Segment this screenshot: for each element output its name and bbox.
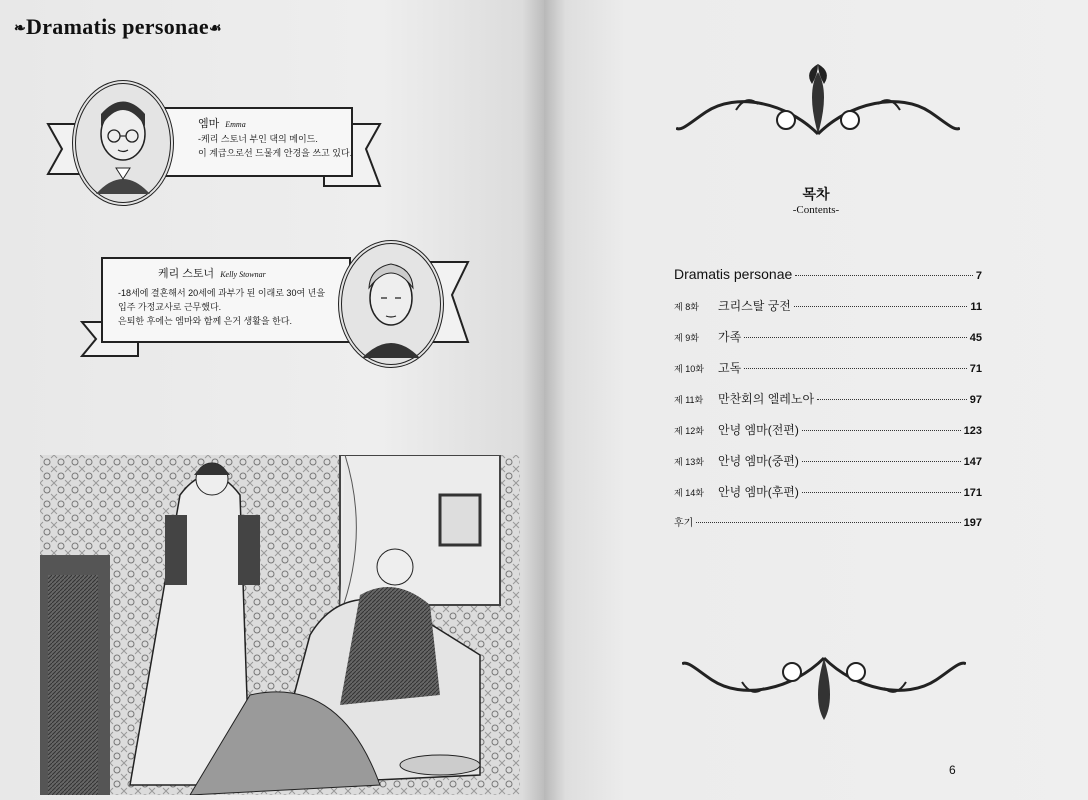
toc-entry[interactable] [674,483,982,514]
toc-entry-title: 안녕 엠마(후편) [718,485,799,499]
toc-entry-page: 123 [963,425,982,437]
toc-entry-chapter: 제 13화 [674,457,704,467]
right-page [544,0,1088,800]
toc-entry[interactable] [674,514,982,545]
character-name-en: Kelly Stownar [220,270,266,279]
character-name: 케리 스토너 [158,268,215,280]
character-name-en: Emma [225,120,246,129]
character-name: 엠마 [198,118,220,130]
toc-entry[interactable] [674,452,982,483]
toc-entry-page: 97 [969,394,982,406]
character-desc: 이 계급으로선 드물게 안경을 쓰고 있다. [198,148,353,158]
toc-entry-page: 45 [969,332,982,344]
toc-entry-page: 7 [975,270,982,282]
toc-title-ko: 목차 [802,186,830,202]
toc-entry-chapter: 제 14화 [674,488,704,498]
emma-portrait [72,80,174,206]
manga-illustration [40,455,520,795]
page-number: 6 [949,763,956,777]
toc-entry-chapter: 제 10화 [674,364,704,374]
character-desc: -케리 스토너 부인 댁의 메이드. [198,134,318,144]
toc-entry-chapter: 제 11화 [674,395,704,405]
toc-entry-chapter: 제 12화 [674,426,704,436]
page-header: ❧Dramatis personae☙ [14,14,222,39]
flourish-icon: ❧ [14,21,27,37]
toc-entry[interactable] [674,390,982,421]
character-desc: 은퇴한 후에는 엠마와 함께 은거 생활을 한다. [118,316,292,326]
toc-entry[interactable] [674,297,982,328]
toc-entry-chapter: 제 9화 [674,333,699,343]
toc-entry[interactable] [674,421,982,452]
toc-title [544,184,1088,216]
emma-caption [198,114,378,160]
toc-entry-title: 안녕 엠마(중편) [718,454,799,468]
toc-entry[interactable] [674,359,982,390]
toc-entry-page: 71 [969,363,982,375]
toc-entry-title: 후기 [674,518,694,529]
toc-entry-title: Dramatis personae [674,266,793,282]
bottom-flourish-ornament [682,652,966,730]
character-desc: 입주 가정교사로 근무했다. [118,302,222,312]
toc-entry-page: 197 [963,517,982,529]
toc-entry[interactable] [674,328,982,359]
toc-entry-title: 크리스탈 궁전 [718,299,791,313]
toc-entry-page: 11 [970,301,982,313]
toc-entry-title: 가족 [718,330,742,344]
toc-entry-page: 147 [963,456,982,468]
toc-entry-title: 만찬회의 엘레노아 [718,392,815,406]
toc-entry-title: 안녕 엠마(전편) [718,423,799,437]
toc-entry[interactable] [674,266,982,297]
top-flourish-ornament [676,62,960,140]
toc-title-en: -Contents- [792,204,840,216]
toc-entry-chapter: 제 8화 [674,302,699,312]
toc-entry-page: 171 [963,487,982,499]
table-of-contents [674,266,982,545]
character-desc: -18세에 결혼해서 20세에 과부가 된 이래로 30여 년을 [118,288,326,298]
kelly-caption [118,264,358,328]
toc-entry-title: 고독 [718,361,742,375]
emma-face-icon [76,84,170,202]
flourish-icon: ☙ [208,21,222,37]
